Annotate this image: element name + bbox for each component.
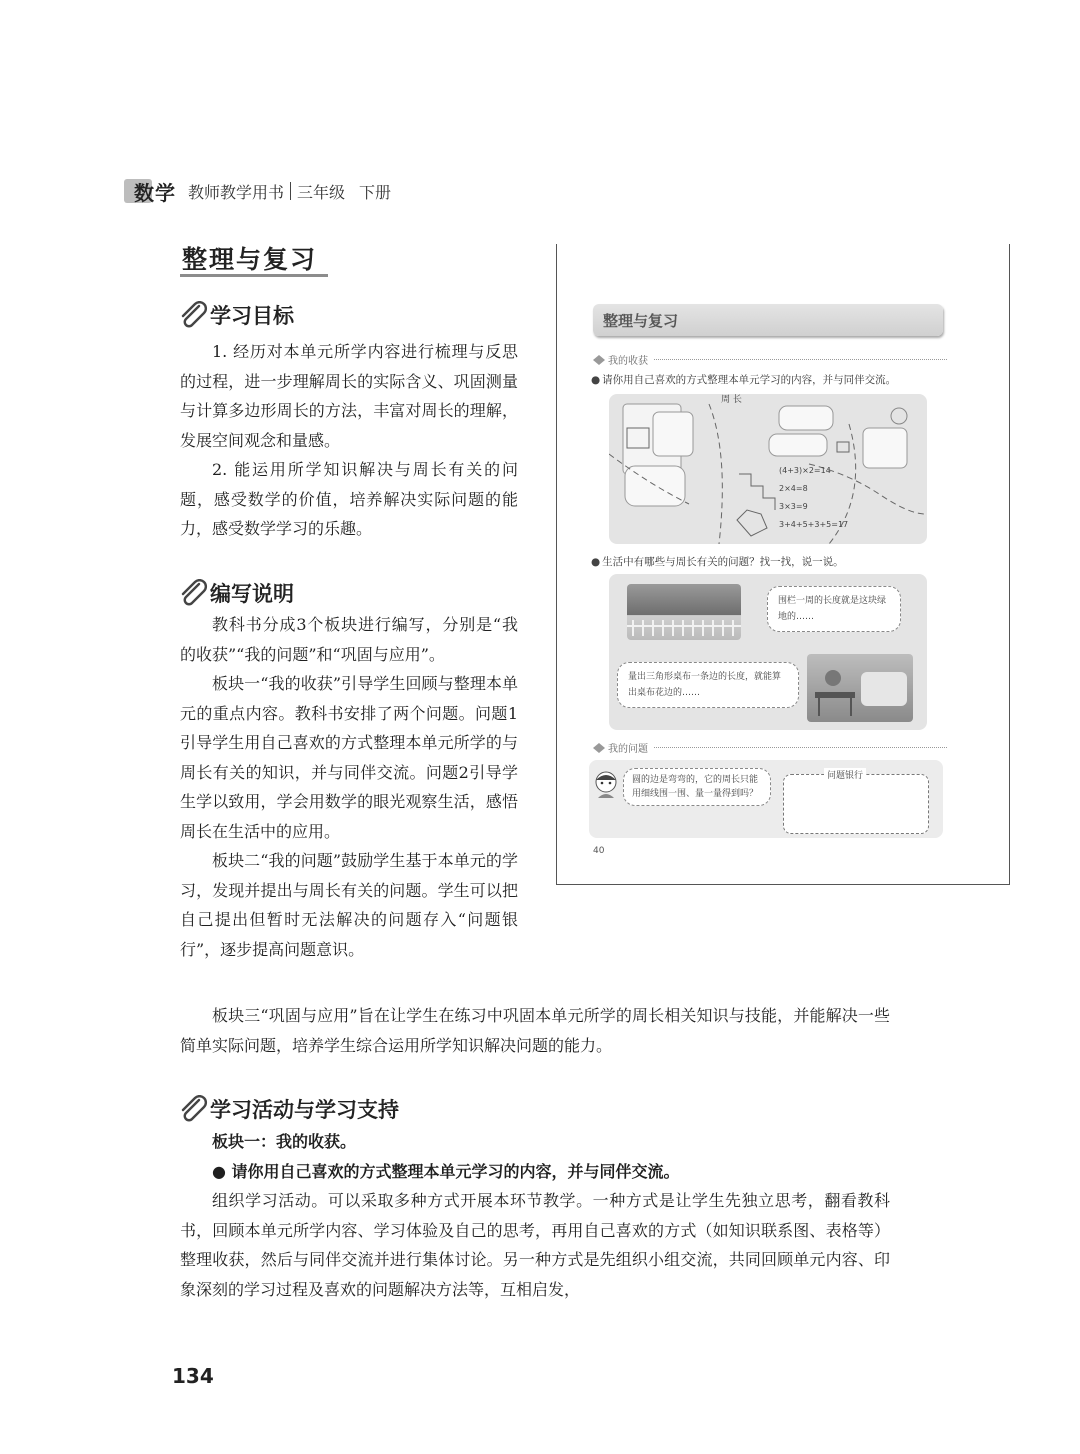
activity-bullet: ● 请你用自己喜欢的方式整理本单元学习的内容，并与同伴交流。 [212, 1161, 680, 1181]
volume-label: 下册 [359, 182, 392, 202]
my-question-panel [589, 760, 943, 838]
notes-paragraph: 教科书分成3个板块进行编写，分别是“我的收获”“我的问题”和“巩固与应用”。 [180, 615, 518, 664]
textbook-title-bar [593, 304, 943, 336]
map-equation: (4+3)×2=14 [779, 466, 831, 475]
textbook-question-1: ● 请你用自己喜欢的方式整理本单元学习的内容，并与同伴交流。 [591, 372, 896, 387]
activity-paragraph: 组织学习活动。可以采取多种方式开展本环节教学。一种方式是让学生先独立思考，翻看教科书，回顾本单元所学内容、学习体验及自己的思考，再用自己喜欢的方式（如知识联系图、表格等）整理收获，然后与同伴交流并进行集体讨论。另一种方式是先组织小组交流，共同回顾单元内容、印象深刻的学习过程及喜欢的问题解决方法等，互相启发， [180, 1191, 890, 1299]
notes-heading-text: 编写说明 [210, 582, 294, 606]
textbook-excerpt [556, 244, 1010, 885]
objectives-body [180, 337, 518, 544]
page-number: 134 [172, 1364, 214, 1388]
notes-paragraph: 板块二“我的问题”鼓励学生基于本单元的学习，发现并提出与周长有关的问题。学生可以把自己提出但暂时无法解决的问题存入“问题银行”，逐步提高问题意识。 [180, 851, 518, 959]
running-header [130, 176, 391, 206]
lawn-fence-photo [627, 584, 741, 640]
sofa-drawing [807, 654, 913, 722]
header-divider [290, 182, 291, 200]
sofa-table-photo [807, 654, 913, 722]
map-equation: 3+4+5+3+5=17 [779, 520, 849, 529]
knowledge-map-panel [609, 394, 927, 544]
subject-label: 数学 [130, 177, 180, 206]
objectives-heading [178, 300, 294, 330]
objectives-heading-text: 学习目标 [210, 304, 294, 328]
life-examples-panel [609, 574, 927, 730]
speech-bubble-tablecloth: 量出三角形桌布一条边的长度，就能算出桌布花边的…… [617, 662, 799, 708]
map-center-label: 周 长 [721, 395, 742, 405]
notes-heading [178, 578, 294, 608]
paperclip-icon [178, 579, 208, 607]
title-underline [180, 274, 328, 277]
notes-body-wide [180, 1001, 890, 1060]
notes-body [180, 610, 518, 964]
page-title: 整理与复习 [182, 245, 318, 274]
ribbon-icon [593, 355, 605, 365]
notes-paragraph: 板块三“巩固与应用”旨在让学生在练习中巩固本单元所学的周长相关知识与技能，并能解决一些简单实际问题，培养学生综合运用所学知识解决问题的能力。 [180, 1006, 890, 1055]
knowledge-map-drawing [609, 394, 927, 544]
question-bank-box [783, 771, 929, 834]
objective-item: 1. 经历对本单元所学内容进行梳理与反思的过程，进一步理解周长的实际含义、巩固测量与计算多边形周长的方法，丰富对周长的理解，发展空间观念和量感。 [180, 342, 518, 450]
textbook-section-harvest [593, 352, 947, 367]
fence-drawing [627, 584, 741, 640]
paperclip-icon [178, 1095, 208, 1123]
speech-bubble-fence: 围栏一周的长度就是这块绿地的…… [767, 586, 901, 632]
map-equation: 3×3=9 [779, 502, 808, 511]
activities-body [180, 1127, 890, 1304]
block-title: 板块一：我的收获。 [212, 1132, 357, 1151]
textbook-section2-label: 我的问题 [608, 744, 648, 755]
textbook-section1-label: 我的收获 [608, 356, 648, 367]
textbook-question-2: ● 生活中有哪些与周长有关的问题？找一找，说一说。 [591, 554, 844, 569]
objective-item: 2. 能运用所学知识解决与周长有关的问题，感受数学的价值，培养解决实际问题的能力，感受数学学习的乐趣。 [180, 460, 518, 538]
activities-heading-text: 学习活动与学习支持 [210, 1098, 399, 1122]
activities-heading [178, 1094, 399, 1124]
book-label: 教师教学用书 [188, 182, 285, 202]
grade-label: 三年级 [297, 182, 346, 202]
question-bank-label: 问题银行 [824, 768, 866, 781]
student-question-bubble: 圆的边是弯弯的，它的周长只能用细线围一围、量一量得到吗？ [623, 768, 771, 806]
student-avatar-icon [593, 770, 619, 800]
ribbon-icon [593, 743, 605, 753]
notes-paragraph: 板块一“我的收获”引导学生回顾与整理本单元的重点内容。教科书安排了两个问题。问题1引导学生用自己喜欢的方式整理本单元所学的与周长有关的知识，并与同伴交流。问题2引导学生学以致用，学会用数学的眼光观察生活，感悟周长在生活中的应用。 [180, 674, 518, 841]
textbook-section-questions [593, 740, 947, 755]
map-equation: 2×4=8 [779, 484, 808, 493]
textbook-page-number: 40 [593, 846, 605, 856]
paperclip-icon [178, 301, 208, 329]
textbook-title: 整理与复习 [603, 312, 679, 330]
